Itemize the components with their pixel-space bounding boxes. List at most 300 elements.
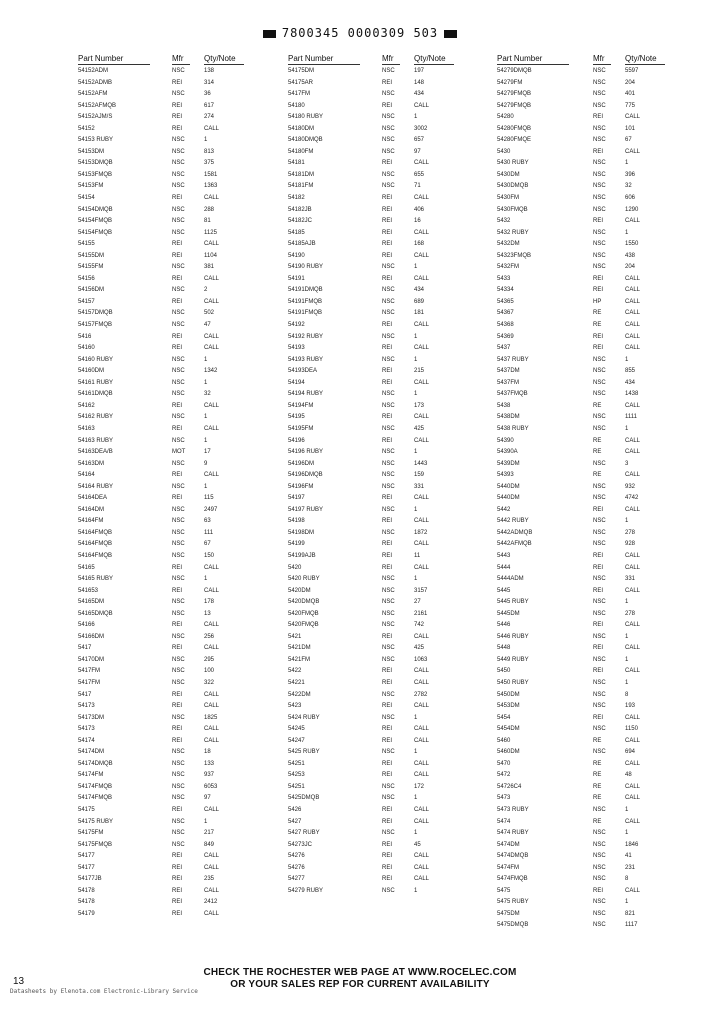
- mfr-cell: RE: [593, 760, 602, 767]
- qty-note-cell: 148: [414, 79, 425, 86]
- header-mfr: Mfr: [593, 54, 605, 63]
- table-row: [497, 205, 712, 217]
- part-number-cell: 54177: [78, 853, 95, 860]
- qty-note-cell: CALL: [204, 472, 220, 479]
- mfr-cell: REI: [382, 206, 393, 213]
- part-number-cell: 5438: [497, 402, 511, 409]
- table-row: [497, 482, 712, 494]
- mfr-cell: REI: [172, 275, 183, 282]
- table-row: [288, 597, 503, 609]
- qty-note-cell: 2412: [204, 899, 218, 906]
- table-row: [288, 817, 503, 829]
- table-row: [78, 332, 293, 344]
- part-number-cell: 5460DM: [497, 749, 520, 756]
- qty-note-cell: 606: [625, 195, 636, 202]
- qty-note-cell: CALL: [414, 541, 430, 548]
- table-row: [497, 366, 712, 378]
- table-row: [497, 655, 712, 667]
- mfr-cell: NSC: [593, 703, 606, 710]
- part-number-cell: 5421: [288, 633, 302, 640]
- mfr-cell: REI: [172, 195, 183, 202]
- barcode-text: 7800345 0000309 503: [281, 26, 439, 40]
- mfr-cell: NSC: [382, 599, 395, 606]
- mfr-cell: NSC: [593, 922, 606, 929]
- mfr-cell: REI: [593, 114, 604, 121]
- table-row: [78, 401, 293, 413]
- part-number-cell: 54154DMQB: [78, 206, 113, 213]
- table-row: [78, 817, 293, 829]
- mfr-cell: REI: [382, 772, 393, 779]
- qty-note-cell: 32: [625, 183, 632, 190]
- mfr-cell: REI: [382, 160, 393, 167]
- qty-note-cell: 322: [204, 679, 215, 686]
- qty-note-cell: 1: [625, 160, 629, 167]
- part-number-cell: 54163DM: [78, 460, 105, 467]
- mfr-cell: NSC: [172, 610, 185, 617]
- qty-note-cell: CALL: [204, 333, 220, 340]
- header-mfr: Mfr: [382, 54, 394, 63]
- table-row: [288, 216, 503, 228]
- mfr-cell: NSC: [172, 772, 185, 779]
- part-number-cell: 5420FMQB: [288, 622, 319, 629]
- table-row: [288, 747, 503, 759]
- qty-note-cell: 1581: [204, 171, 218, 178]
- part-number-cell: 5473: [497, 795, 511, 802]
- part-number-cell: 54277: [288, 876, 305, 883]
- part-number-cell: 54163DEA/B: [78, 449, 113, 456]
- table-row: [497, 851, 712, 863]
- part-number-cell: 5427 RUBY: [288, 830, 320, 837]
- mfr-cell: REI: [172, 807, 183, 813]
- table-row: [288, 609, 503, 621]
- part-number-cell: 54153FM: [78, 183, 104, 190]
- part-number-cell: 5417: [78, 645, 92, 652]
- table-row: [78, 378, 293, 390]
- mfr-cell: REI: [172, 425, 183, 432]
- qty-note-cell: CALL: [414, 414, 430, 421]
- qty-note-cell: 101: [625, 125, 636, 132]
- table-row: [497, 124, 712, 136]
- part-number-cell: 54198: [288, 518, 305, 525]
- table-row: [288, 782, 503, 794]
- part-number-cell: 54175DM: [288, 68, 315, 74]
- mfr-cell: NSC: [382, 795, 395, 802]
- qty-note-cell: 295: [204, 656, 215, 663]
- qty-note-cell: 288: [204, 206, 215, 213]
- part-number-cell: 54180DM: [288, 125, 315, 132]
- header-underline: [288, 64, 360, 65]
- mfr-cell: REI: [172, 587, 183, 594]
- part-number-cell: 54174FMQB: [78, 795, 113, 802]
- table-row: [288, 574, 503, 586]
- mfr-cell: RE: [593, 437, 602, 444]
- part-number-cell: 5474DMQB: [497, 853, 529, 860]
- qty-note-cell: CALL: [625, 564, 641, 571]
- mfr-cell: NSC: [172, 368, 185, 375]
- table-row: [497, 586, 712, 598]
- qty-note-cell: CALL: [204, 807, 220, 813]
- part-number-cell: 54334: [497, 287, 514, 294]
- mfr-cell: NSC: [593, 125, 606, 132]
- table-row: [497, 412, 712, 424]
- table-row: [78, 747, 293, 759]
- header-qty-note: Qty/Note: [204, 54, 236, 63]
- part-number-cell: 5432 RUBY: [497, 229, 529, 236]
- part-number-cell: 5440DM: [497, 495, 520, 502]
- table-row: [78, 355, 293, 367]
- qty-note-cell: CALL: [204, 645, 220, 652]
- part-number-cell: 54193 RUBY: [288, 356, 324, 363]
- table-row: [78, 389, 293, 401]
- part-number-cell: 54177: [78, 864, 95, 871]
- part-number-cell: 54153FMQB: [78, 171, 113, 178]
- table-row: [497, 528, 712, 540]
- qty-note-cell: 406: [414, 206, 425, 213]
- table-row: [288, 424, 503, 436]
- part-number-cell: 5445: [497, 587, 511, 594]
- qty-note-cell: 1: [414, 264, 418, 271]
- qty-note-cell: 1: [414, 114, 418, 121]
- mfr-cell: REI: [382, 760, 393, 767]
- table-row: [497, 228, 712, 240]
- table-row: [78, 101, 293, 113]
- part-number-cell: 54245: [288, 726, 305, 733]
- part-number-cell: 54160DM: [78, 368, 105, 375]
- mfr-cell: NSC: [593, 830, 606, 837]
- part-number-cell: 54199: [288, 541, 305, 548]
- header-qty-note: Qty/Note: [625, 54, 657, 63]
- qty-note-cell: 16: [414, 218, 421, 225]
- part-number-cell: 54181: [288, 160, 305, 167]
- part-number-cell: 54280: [497, 114, 514, 121]
- table-row: [288, 251, 503, 263]
- part-number-cell: 54194FM: [288, 402, 314, 409]
- mfr-cell: REI: [593, 287, 604, 294]
- qty-note-cell: 314: [204, 79, 215, 86]
- mfr-cell: NSC: [172, 541, 185, 548]
- qty-note-cell: CALL: [414, 437, 430, 444]
- table-row: [288, 193, 503, 205]
- part-number-cell: 5432FM: [497, 264, 520, 271]
- qty-note-cell: CALL: [625, 114, 641, 121]
- header-underline: [204, 64, 244, 65]
- table-row: [78, 759, 293, 771]
- mfr-cell: NSC: [172, 414, 185, 421]
- table-row: [497, 632, 712, 644]
- table-row: [497, 239, 712, 251]
- part-number-cell: 54164FMQB: [78, 529, 113, 536]
- table-row: [288, 101, 503, 113]
- table-row: [497, 216, 712, 228]
- header-qty-note: Qty/Note: [414, 54, 446, 63]
- part-number-cell: 54164FMQB: [78, 541, 113, 548]
- mfr-cell: REI: [172, 125, 183, 132]
- part-number-cell: 54161 RUBY: [78, 379, 114, 386]
- qty-note-cell: CALL: [414, 679, 430, 686]
- table-row: [288, 690, 503, 702]
- mfr-cell: NSC: [593, 495, 606, 502]
- part-number-cell: 54152AJM/S: [78, 114, 113, 121]
- part-number-cell: 5474 RUBY: [497, 830, 529, 837]
- table-row: [78, 251, 293, 263]
- part-number-cell: 5422DM: [288, 691, 311, 698]
- part-number-cell: 54390: [497, 437, 514, 444]
- part-number-cell: 5424 RUBY: [288, 714, 320, 721]
- table-row: [78, 262, 293, 274]
- qty-note-cell: 1063: [414, 656, 428, 663]
- mfr-cell: REI: [172, 737, 183, 744]
- qty-note-cell: 48: [625, 772, 632, 779]
- part-number-cell: 5444: [497, 564, 511, 571]
- table-row: [78, 609, 293, 621]
- part-number-cell: 5445DM: [497, 610, 520, 617]
- table-row: [288, 701, 503, 713]
- qty-note-cell: 821: [625, 910, 636, 917]
- header-underline: [414, 64, 454, 65]
- table-row: [288, 828, 503, 840]
- qty-note-cell: 1: [414, 333, 418, 340]
- table-row: [78, 863, 293, 875]
- table-row: [78, 170, 293, 182]
- qty-note-cell: 18: [204, 749, 211, 756]
- table-row: [497, 840, 712, 852]
- table-row: [78, 424, 293, 436]
- mfr-cell: NSC: [593, 749, 606, 756]
- mfr-cell: NSC: [382, 587, 395, 594]
- qty-note-cell: 111: [204, 529, 214, 536]
- part-number-cell: 54197 RUBY: [288, 506, 324, 513]
- mfr-cell: NSC: [382, 137, 395, 144]
- qty-note-cell: CALL: [204, 298, 220, 305]
- mfr-cell: NSC: [593, 356, 606, 363]
- part-number-cell: 54152AFMQB: [78, 102, 117, 109]
- qty-note-cell: 689: [414, 298, 425, 305]
- qty-note-cell: CALL: [204, 737, 220, 744]
- table-row: [497, 574, 712, 586]
- part-number-cell: 54178: [78, 887, 95, 894]
- part-number-cell: 54175FMQB: [78, 841, 113, 848]
- part-number-cell: 5422: [288, 668, 302, 675]
- mfr-cell: RE: [593, 402, 602, 409]
- mfr-cell: NSC: [172, 218, 185, 225]
- qty-note-cell: 159: [414, 472, 425, 479]
- qty-note-cell: 694: [625, 749, 636, 756]
- qty-note-cell: CALL: [625, 622, 641, 629]
- qty-note-cell: CALL: [414, 495, 430, 502]
- part-number-cell: 5474DM: [497, 841, 520, 848]
- table-row: [78, 297, 293, 309]
- mfr-cell: NSC: [382, 449, 395, 456]
- qty-note-cell: 331: [625, 576, 636, 583]
- table-row: [78, 805, 293, 817]
- table-row: [288, 447, 503, 459]
- mfr-cell: NSC: [172, 518, 185, 525]
- mfr-cell: REI: [382, 853, 393, 860]
- mfr-cell: NSC: [593, 518, 606, 525]
- part-number-cell: 54174DM: [78, 749, 105, 756]
- qty-note-cell: CALL: [625, 737, 641, 744]
- part-number-cell: 54192 RUBY: [288, 333, 324, 340]
- table-row: [288, 551, 503, 563]
- qty-note-cell: 41: [625, 853, 632, 860]
- qty-note-cell: 3: [625, 460, 629, 467]
- qty-note-cell: 434: [414, 287, 425, 294]
- part-number-cell: 54191: [288, 275, 305, 282]
- barcode-bar-right: [444, 30, 457, 38]
- part-number-cell: 54180FM: [288, 148, 314, 155]
- qty-note-cell: 1: [204, 137, 208, 144]
- table-row: [497, 332, 712, 344]
- table-row: [288, 840, 503, 852]
- part-number-cell: 54276: [288, 853, 305, 860]
- part-number-cell: 54196FM: [288, 483, 314, 490]
- qty-note-cell: 1: [204, 379, 208, 386]
- qty-note-cell: CALL: [625, 148, 641, 155]
- qty-note-cell: 100: [204, 668, 215, 675]
- qty-note-cell: 438: [625, 252, 636, 259]
- qty-note-cell: 1363: [204, 183, 218, 190]
- part-number-cell: 5437: [497, 345, 511, 352]
- table-row: [497, 863, 712, 875]
- mfr-cell: NSC: [593, 460, 606, 467]
- part-number-cell: 54177JB: [78, 876, 102, 883]
- qty-note-cell: CALL: [625, 783, 641, 790]
- part-number-cell: 54193: [288, 345, 305, 352]
- qty-note-cell: 97: [204, 795, 211, 802]
- table-row: [288, 135, 503, 147]
- mfr-cell: RE: [593, 472, 602, 479]
- part-number-cell: 54155: [78, 241, 95, 248]
- qty-note-cell: 1443: [414, 460, 428, 467]
- qty-note-cell: 1: [204, 483, 208, 490]
- part-number-cell: 54153DMQB: [78, 160, 113, 167]
- table-row: [497, 609, 712, 621]
- mfr-cell: NSC: [172, 783, 185, 790]
- qty-note-cell: 1: [625, 356, 629, 363]
- mfr-cell: REI: [382, 218, 393, 225]
- part-number-cell: 54152AFM: [78, 91, 108, 98]
- table-row: [288, 89, 503, 101]
- barcode-bar-left: [263, 30, 276, 38]
- part-number-cell: 5446: [497, 622, 511, 629]
- mfr-cell: REI: [593, 668, 604, 675]
- qty-note-cell: 47: [204, 322, 211, 329]
- mfr-cell: REI: [382, 252, 393, 259]
- qty-note-cell: 1: [625, 656, 629, 663]
- part-number-cell: 5438 RUBY: [497, 425, 529, 432]
- part-number-cell: 5430DMQB: [497, 183, 529, 190]
- qty-note-cell: 1342: [204, 368, 218, 375]
- part-number-cell: 54153 RUBY: [78, 137, 114, 144]
- qty-note-cell: 63: [204, 518, 211, 525]
- qty-note-cell: CALL: [625, 818, 641, 825]
- mfr-cell: NSC: [382, 472, 395, 479]
- mfr-cell: NSC: [382, 610, 395, 617]
- mfr-cell: NSC: [172, 760, 185, 767]
- mfr-cell: REI: [593, 645, 604, 652]
- table-row: [497, 793, 712, 805]
- qty-note-cell: CALL: [625, 795, 641, 802]
- part-number-cell: 5432: [497, 218, 511, 225]
- part-number-cell: 5445 RUBY: [497, 599, 529, 606]
- qty-note-cell: 133: [204, 760, 215, 767]
- table-row: [78, 308, 293, 320]
- qty-note-cell: 657: [414, 137, 425, 144]
- mfr-cell: NSC: [593, 368, 606, 375]
- mfr-cell: NSC: [382, 749, 395, 756]
- part-number-cell: 54181DM: [288, 171, 315, 178]
- mfr-cell: NSC: [172, 391, 185, 398]
- table-row: [497, 620, 712, 632]
- part-number-cell: 5475 RUBY: [497, 899, 529, 906]
- part-number-cell: 5420DM: [288, 587, 311, 594]
- part-number-cell: 5421DM: [288, 645, 311, 652]
- part-number-cell: 54164 RUBY: [78, 483, 114, 490]
- table-row: [78, 643, 293, 655]
- mfr-cell: REI: [382, 633, 393, 640]
- part-number-cell: 5417: [78, 691, 92, 698]
- qty-note-cell: 217: [204, 830, 215, 837]
- part-number-cell: 54173: [78, 703, 95, 710]
- table-row: [497, 701, 712, 713]
- qty-note-cell: 1: [414, 391, 418, 398]
- table-row: [497, 101, 712, 113]
- table-row: [497, 770, 712, 782]
- mfr-cell: REI: [593, 275, 604, 282]
- part-number-cell: 54194 RUBY: [288, 391, 324, 398]
- table-row: [78, 239, 293, 251]
- qty-note-cell: 1550: [625, 241, 639, 248]
- table-row: [288, 436, 503, 448]
- part-number-cell: 54161DMQB: [78, 391, 113, 398]
- mfr-cell: REI: [172, 853, 183, 860]
- part-number-cell: 54182: [288, 195, 305, 202]
- qty-note-cell: 193: [625, 703, 636, 710]
- header-part-number: Part Number: [78, 54, 124, 63]
- table-row: [288, 228, 503, 240]
- mfr-cell: NSC: [172, 437, 185, 444]
- table-row: [78, 516, 293, 528]
- qty-note-cell: 1150: [625, 726, 638, 733]
- mfr-cell: NSC: [593, 841, 606, 848]
- table-row: [497, 563, 712, 575]
- parts-column-1: [78, 50, 293, 920]
- qty-note-cell: 401: [625, 91, 636, 98]
- qty-note-cell: 1: [414, 749, 418, 756]
- header-underline: [172, 64, 190, 65]
- table-row: [497, 447, 712, 459]
- qty-note-cell: 1825: [204, 714, 218, 721]
- qty-note-cell: 67: [204, 541, 211, 548]
- qty-note-cell: 434: [414, 91, 425, 98]
- mfr-cell: REI: [593, 506, 604, 513]
- part-number-cell: 5417FM: [78, 679, 101, 686]
- table-row: [288, 874, 503, 886]
- part-number-cell: 54152: [78, 125, 95, 132]
- part-number-cell: 54157FMQB: [78, 322, 113, 329]
- qty-note-cell: CALL: [414, 160, 430, 167]
- part-number-cell: 54164: [78, 472, 95, 479]
- mfr-cell: NSC: [172, 160, 185, 167]
- header-part-number: Part Number: [497, 54, 543, 63]
- qty-note-cell: 1: [204, 437, 208, 444]
- mfr-cell: REI: [593, 218, 604, 225]
- mfr-cell: NSC: [593, 68, 606, 74]
- table-row: [78, 793, 293, 805]
- table-row: [288, 262, 503, 274]
- qty-note-cell: CALL: [625, 218, 641, 225]
- part-number-cell: 54152ADMB: [78, 79, 113, 86]
